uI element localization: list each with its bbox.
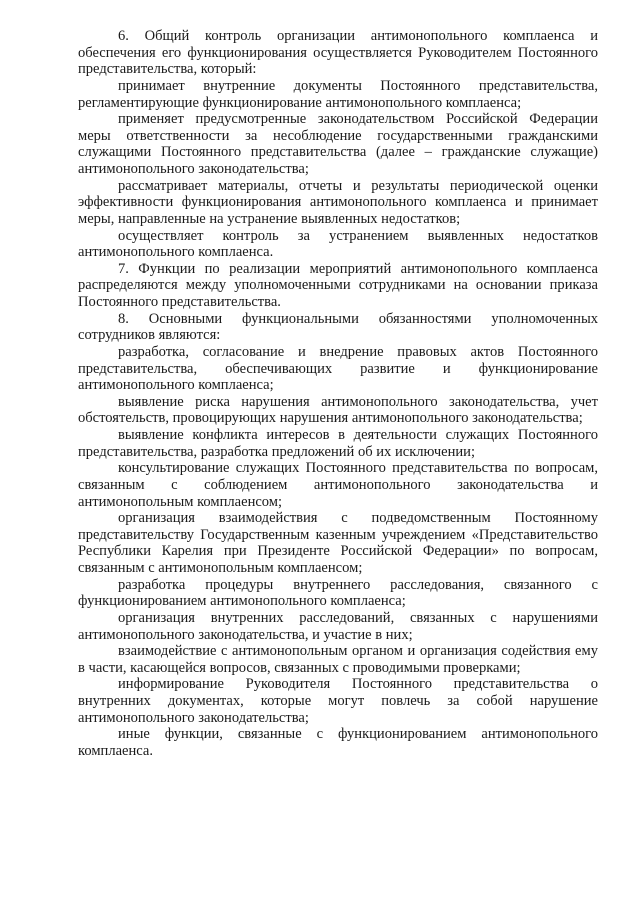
paragraph-duty-other-functions: иные функции, связанные с функционированием антимонопольного комплаенса. (78, 726, 598, 759)
paragraph-reviews-materials: рассматривает материалы, отчеты и результаты периодической оценки эффективности функционирования антимонопольного комплаенса и принимает меры, направленные на устранение выявленных недостатков; (78, 177, 598, 227)
paragraph-applies-liability: применяет предусмотренные законодательством Российской Федерации меры ответственности за несоблюдение государственными гражданскими служащими Постоянного представительства (далее – гражданские служащие) антимонопольного законодательства; (78, 111, 598, 177)
paragraph-duty-risk-identification: выявление риска нарушения антимонопольного законодательства, учет обстоятельств, провоцирующих нарушения антимонопольного законодательства; (78, 393, 598, 427)
paragraph-duty-internal-investigations: организация внутренних расследований, связанных с нарушениями антимонопольного законодательства, и участие в них; (78, 609, 598, 643)
paragraph-duty-interaction-institution: организация взаимодействия с подведомственным Постоянному представительству Государственным казенным учреждением «Представительство Республики Карелия при Президенте Российской Федерации» по вопросам, связанным с антимонопольным комплаенсом; (78, 510, 598, 576)
paragraph-duty-drafting-acts: разработка, согласование и внедрение правовых актов Постоянного представительства, обеспечивающих развитие и функционирование антимонопольного комплаенса; (78, 343, 598, 394)
paragraph-duty-antimonopoly-body: взаимодействие с антимонопольным органом и организация содействия ему в части, касающейся вопросов, связанных с проводимыми проверками; (78, 643, 598, 676)
paragraph-duty-informing-head: информирование Руководителя Постоянного представительства о внутренних документах, которые могут повлечь за собой нарушение антимонопольного законодательства; (78, 676, 598, 726)
paragraph-item-6-general-control: 6. Общий контроль организации антимонопольного комплаенса и обеспечения его функционирования осуществляется Руководителем Постоянного представительства, который: (78, 28, 598, 78)
paragraph-adopts-documents: принимает внутренние документы Постоянного представительства, регламентирующие функционирование антимонопольного комплаенса; (78, 77, 598, 111)
paragraph-controls-elimination: осуществляет контроль за устранением выявленных недостатков антимонопольного комплаенса. (78, 227, 598, 261)
paragraph-item-7-functions: 7. Функции по реализации мероприятий антимонопольного комплаенса распределяются между уполномоченными сотрудниками на основании приказа Постоянного представительства. (78, 260, 598, 310)
paragraph-duty-consulting: консультирование служащих Постоянного представительства по вопросам, связанным с соблюдением антимонопольного законодательства и антимонопольным комплаенсом; (78, 460, 598, 510)
paragraph-item-8-duties: 8. Основными функциональными обязанностями уполномоченных сотрудников являются: (78, 310, 598, 344)
paragraph-duty-conflict-of-interest: выявление конфликта интересов в деятельности служащих Постоянного представительства, разработка предложений об их исключении; (78, 427, 598, 460)
document-page (78, 28, 598, 760)
paragraph-duty-investigation-procedure: разработка процедуры внутреннего расследования, связанного с функционированием антимонопольного комплаенса; (78, 576, 598, 610)
